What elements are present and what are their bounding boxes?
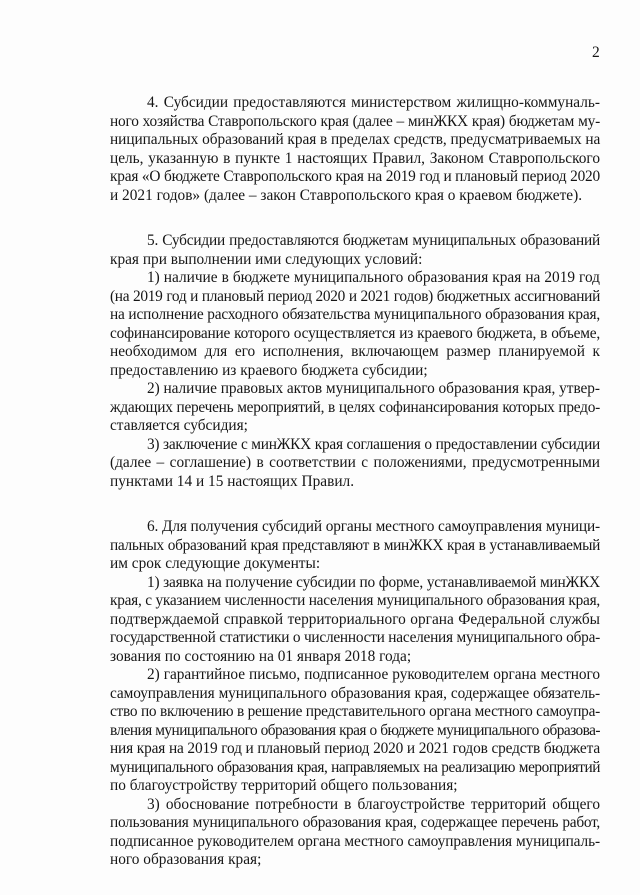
text-line: пальных образований края представляют в минЖКХ края в устанавливаемый [110,536,600,554]
text-line: цель, указанную в пункте 1 настоящих Правил, Законом Ставропольского [110,149,600,167]
text-line: ния края на 2019 год и плановый период 2020 и 2021 годов средств бюджета [110,740,600,757]
text-line: и 2021 годов» (далее – закон Ставропольского края о краевом бюджете). [110,186,583,204]
text-line: предоставлению из краевого бюджета субсидии; [110,361,428,379]
text-line: самоуправления муниципального образования края, содержащее обязатель- [110,684,600,702]
paragraph-4 [110,94,600,205]
text-line: 1) наличие в бюджете муниципального образования края на 2019 год [147,269,600,286]
text-line: ного хозяйства Ставропольского края (далее – минЖКХ края) бюджетам му- [110,112,600,130]
text-line: зования по состоянию на 01 января 2018 года; [110,647,412,665]
text-line: ставляется субсидия; [110,417,248,434]
text-line: 3) заключение с минЖКХ края соглашения о предоставлении субсидии [147,435,600,453]
text-line: софинансирование которого осуществляется из краевого бюджета, в объеме, [110,324,600,342]
text-line: 2) наличие правовых актов муниципального образования края, утвер- [147,380,600,397]
text-line: края при выполнении ими следующих условий: [110,250,423,268]
text-line: муниципального образования края, направляемых на реализацию мероприятий [110,758,600,776]
text-line: необходимом для его исполнения, включающем размер планируемой к [110,343,600,360]
text-line: 3) обоснование потребности в благоустройстве территорий общего [147,795,600,813]
text-line: 1) заявка на получение субсидии по форме, устанавливаемой минЖКХ [147,573,600,591]
document-body [110,94,600,870]
paragraph-6-item-1 [110,574,600,667]
text-line: 5. Субсидии предоставляются бюджетам муниципальных образований [147,232,600,249]
text-line: на исполнение расходного обязательства муниципального образования края, [110,306,601,323]
text-line: государственной статистики о численности населения муниципального обра- [110,629,600,646]
paragraph-5-item-3 [110,436,600,492]
text-line: края «О бюджете Ставропольского края на 2019 год и плановый период 2020 [110,168,600,185]
paragraph-5-item-1 [110,269,600,380]
text-line: ждающих перечень мероприятий, в целях софинансирования которых предо- [110,398,600,416]
text-line: (далее – соглашение) в соответствии с положениями, предусмотренными [110,454,600,471]
text-line: пользования муниципального образования края, содержащее перечень работ, [110,814,600,831]
text-line: ниципальных образований края в пределах средств, предусматриваемых на [110,131,601,148]
paragraph-6-item-3 [110,796,600,870]
paragraph-5 [110,232,600,269]
text-line: края, с указанием численности населения муниципального образования края, [110,592,600,609]
text-line: по благоустройству территорий общего пользования; [110,777,458,794]
text-line: подписанное руководителем органа местного самоуправления муниципаль- [110,832,600,850]
text-line: 6. Для получения субсидий органы местного самоуправления муници- [147,518,600,535]
paragraph-6 [110,518,600,574]
text-line: 4. Субсидии предоставляются министерством жилищно-коммуналь- [147,94,600,111]
page-number: 2 [592,44,600,61]
text-line: им срок следующие документы: [110,555,321,572]
text-line: пунктами 14 и 15 настоящих Правил. [110,472,355,490]
paragraph-5-item-2 [110,380,600,436]
text-line: ного образования края; [110,851,262,868]
text-line: вления муниципального образования края о бюджете муниципального образова- [110,721,600,739]
text-line: 2) гарантийное письмо, подписанное руководителем органа местного [147,666,600,683]
text-line: ство по включению в решение представительного органа местного самоупра- [110,703,600,720]
text-line: подтверждаемой справкой территориального органа Федеральной службы [110,610,600,628]
text-line: (на 2019 год и плановый период 2020 и 2021 годов) бюджетных ассигнований [110,287,600,305]
paragraph-6-item-2 [110,666,600,796]
